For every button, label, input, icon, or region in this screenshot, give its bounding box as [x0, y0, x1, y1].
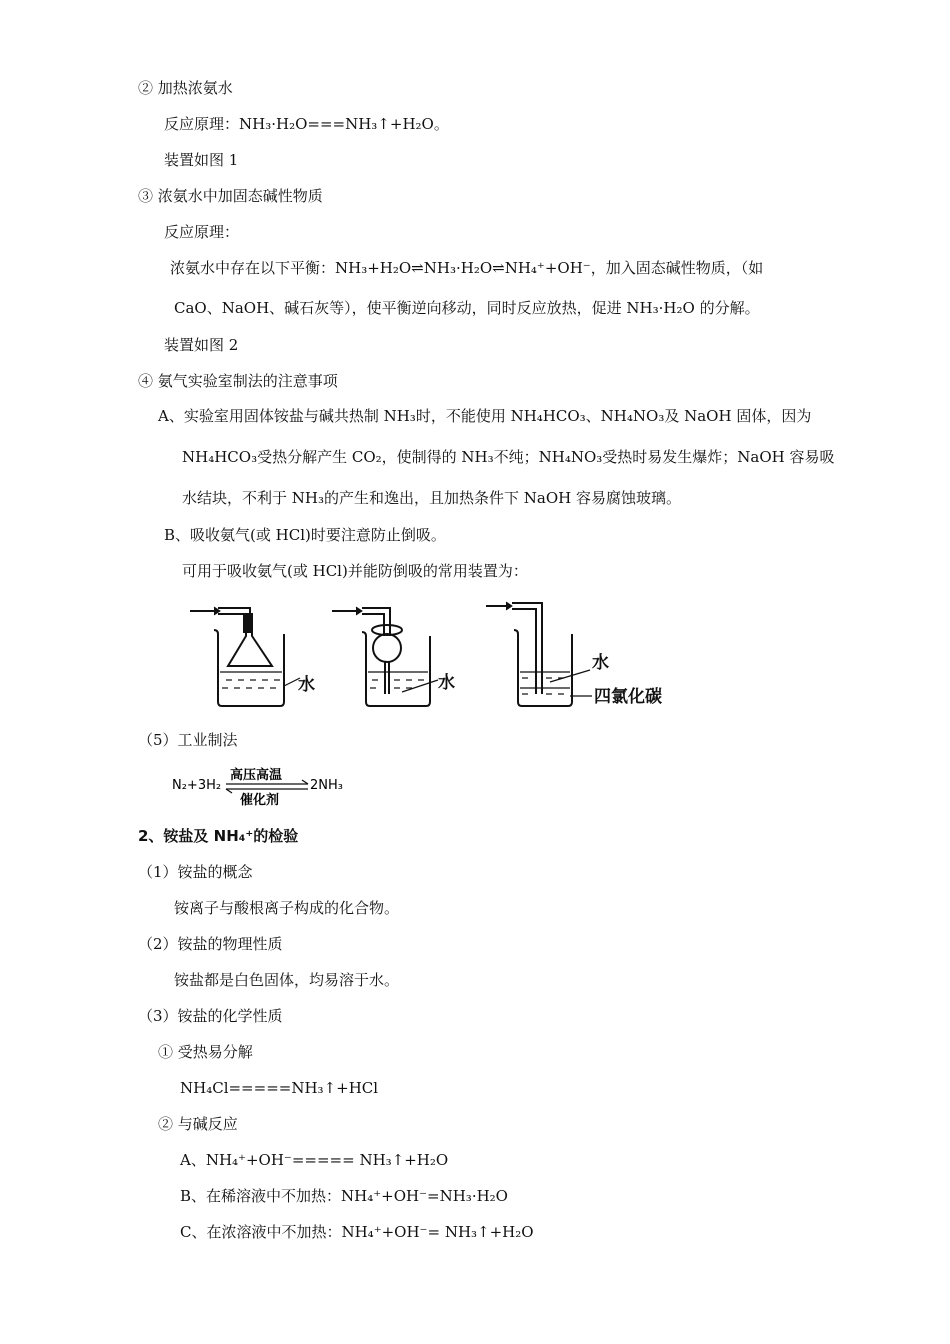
- text-line: B、吸收氨气(或 HCl)时要注意防止倒吸。: [164, 526, 446, 544]
- industrial-synthesis-equation: [172, 764, 372, 810]
- text-line: ② 与碱反应: [158, 1115, 238, 1133]
- anti-backflow-apparatus-figure: [180, 596, 700, 716]
- label-ccl4: 四氯化碳: [594, 687, 662, 707]
- equation-condition-bottom: 催化剂: [240, 793, 280, 808]
- text-line: （3）铵盐的化学性质: [138, 1007, 283, 1025]
- text-line: 水结块，不利于 NH₃的产生和逸出，且加热条件下 NaOH 容易腐蚀玻璃。: [182, 489, 681, 507]
- text-line: C、在浓溶液中不加热：NH₄⁺+OH⁻= NH₃↑+H₂O: [180, 1223, 534, 1241]
- text-line: （1）铵盐的概念: [138, 863, 253, 881]
- text-line: A、NH₄⁺+OH⁻===== NH₃↑+H₂O: [180, 1151, 449, 1169]
- text-line: ④ 氨气实验室制法的注意事项: [138, 372, 338, 390]
- text-line: ③ 浓氨水中加固态碱性物质: [138, 187, 323, 205]
- text-line: B、在稀溶液中不加热：NH₄⁺+OH⁻=NH₃·H₂O: [180, 1187, 508, 1205]
- text-line: 铵离子与酸根离子构成的化合物。: [174, 899, 400, 917]
- label-water-1: 水: [298, 675, 315, 695]
- text-line: NH₄Cl=====NH₃↑+HCl: [180, 1079, 379, 1097]
- text-line: 可用于吸收氨气(或 HCl)并能防倒吸的常用装置为：: [182, 562, 528, 580]
- text-line: 装置如图 2: [164, 336, 239, 354]
- label-water-3: 水: [592, 653, 609, 673]
- text-line: 浓氨水中存在以下平衡：NH₃+H₂O⇌NH₃·H₂O⇌NH₄⁺+OH⁻，加入固态碱性物质，（如: [170, 259, 764, 277]
- text-line: （5）工业制法: [138, 731, 238, 749]
- text-line: A、实验室用固体铵盐与碱共热制 NH₃时，不能使用 NH₄HCO₃、NH₄NO₃及 NaOH 固体，因为: [158, 407, 812, 425]
- equation-left: N₂+3H₂: [172, 778, 222, 793]
- text-line: （2）铵盐的物理性质: [138, 935, 283, 953]
- text-line: NH₄HCO₃受热分解产生 CO₂，使制得的 NH₃不纯；NH₄NO₃受热时易发生爆炸；NaOH 容易吸: [182, 448, 835, 466]
- text-line: 反应原理：NH₃·H₂O===NH₃↑+H₂O。: [164, 115, 449, 133]
- text-line: CaO、NaOH、碱石灰等），使平衡逆向移动，同时反应放热，促进 NH₃·H₂O 的分解。: [174, 299, 760, 317]
- text-line: 铵盐都是白色固体，均易溶于水。: [174, 971, 400, 989]
- label-water-2: 水: [438, 673, 455, 693]
- section-heading: 2、铵盐及 NH₄⁺的检验: [138, 827, 299, 845]
- text-line: 反应原理：: [164, 223, 240, 241]
- equation-right: 2NH₃: [310, 778, 343, 793]
- text-line: ② 加热浓氨水: [138, 79, 233, 97]
- text-line: ① 受热易分解: [158, 1043, 253, 1061]
- equation-condition-top: 高压高温: [230, 768, 283, 783]
- text-line: 装置如图 1: [164, 151, 239, 169]
